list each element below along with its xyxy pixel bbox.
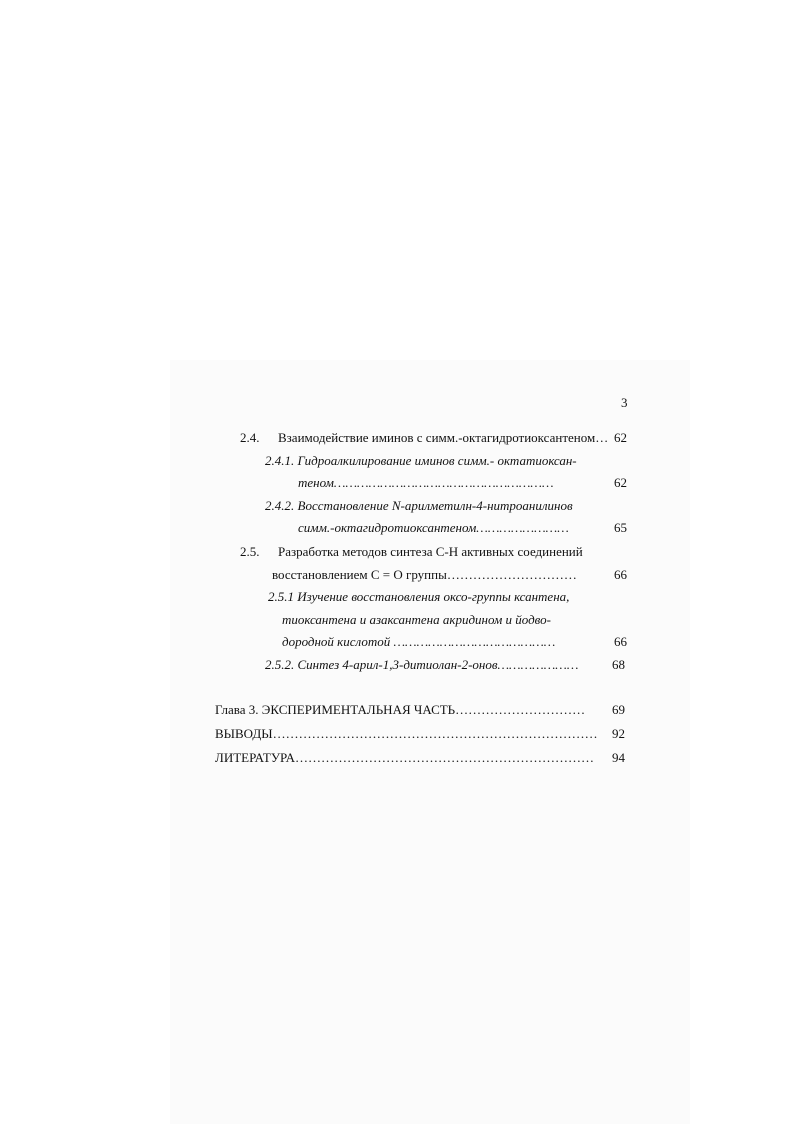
- toc-entry-2-4-2-line1: 2.4.2. Восстановление N-арилметилн-4-нитроанилинов: [265, 498, 573, 513]
- toc-page-2-4-2: 65: [614, 520, 627, 535]
- toc-entry-2-4: [240, 430, 608, 446]
- toc-page-2-5-1: 66: [614, 634, 627, 649]
- toc-section-number: 2.4.: [240, 430, 260, 445]
- toc-page-literature: 94: [612, 750, 625, 765]
- toc-entry-conclusions: ВЫВОДЫ…………………………………………………………………: [215, 726, 598, 741]
- toc-entry-2-5-line2: восстановлением С = О группы…………………………: [272, 567, 577, 582]
- toc-entry-2-4-2-line2: симм.-октагидротиоксантеном……………………: [298, 520, 569, 535]
- toc-entry-2-5-1-line2: тиоксантена и азаксантена акридином и йодво-: [282, 612, 551, 627]
- toc-entry-2-4-1-line1: 2.4.1. Гидроалкилирование иминов симм.- октатиоксан-: [265, 453, 577, 468]
- toc-entry-2-5-line1: [240, 544, 583, 560]
- toc-section-title: Разработка методов синтеза С-Н активных соединений: [278, 544, 583, 559]
- toc-section-title: Взаимодействие иминов с симм.-октагидротиоксантеном: [278, 430, 596, 445]
- toc-page-2-5-2: 68: [612, 657, 625, 672]
- toc-entry-2-4-1-line2: теном…………………………………………………: [298, 475, 554, 490]
- toc-page-2-5: 66: [614, 567, 627, 582]
- toc-section-number: 2.5.: [240, 544, 260, 559]
- toc-page-2-4: 62: [614, 430, 627, 445]
- toc-entry-2-5-2: 2.5.2. Синтез 4-арил-1,3-дитиолан-2-онов…………………: [265, 657, 579, 672]
- toc-entry-2-5-1-line1: 2.5.1 Изучение восстановления оксо-группы ксантена,: [268, 589, 570, 604]
- toc-entry-literature: ЛИТЕРАТУРА……………………………………………………………: [215, 750, 594, 765]
- toc-entry-chapter-3: Глава 3. ЭКСПЕРИМЕНТАЛЬНАЯ ЧАСТЬ…………………………: [215, 702, 586, 717]
- toc-entry-2-5-1-line3: дородной кислотой ……………………………………: [282, 634, 556, 649]
- toc-page-2-4-1: 62: [614, 475, 627, 490]
- toc-dots: …: [595, 430, 609, 445]
- page-number: 3: [621, 395, 628, 410]
- toc-page-chapter-3: 69: [612, 702, 625, 717]
- toc-page-conclusions: 92: [612, 726, 625, 741]
